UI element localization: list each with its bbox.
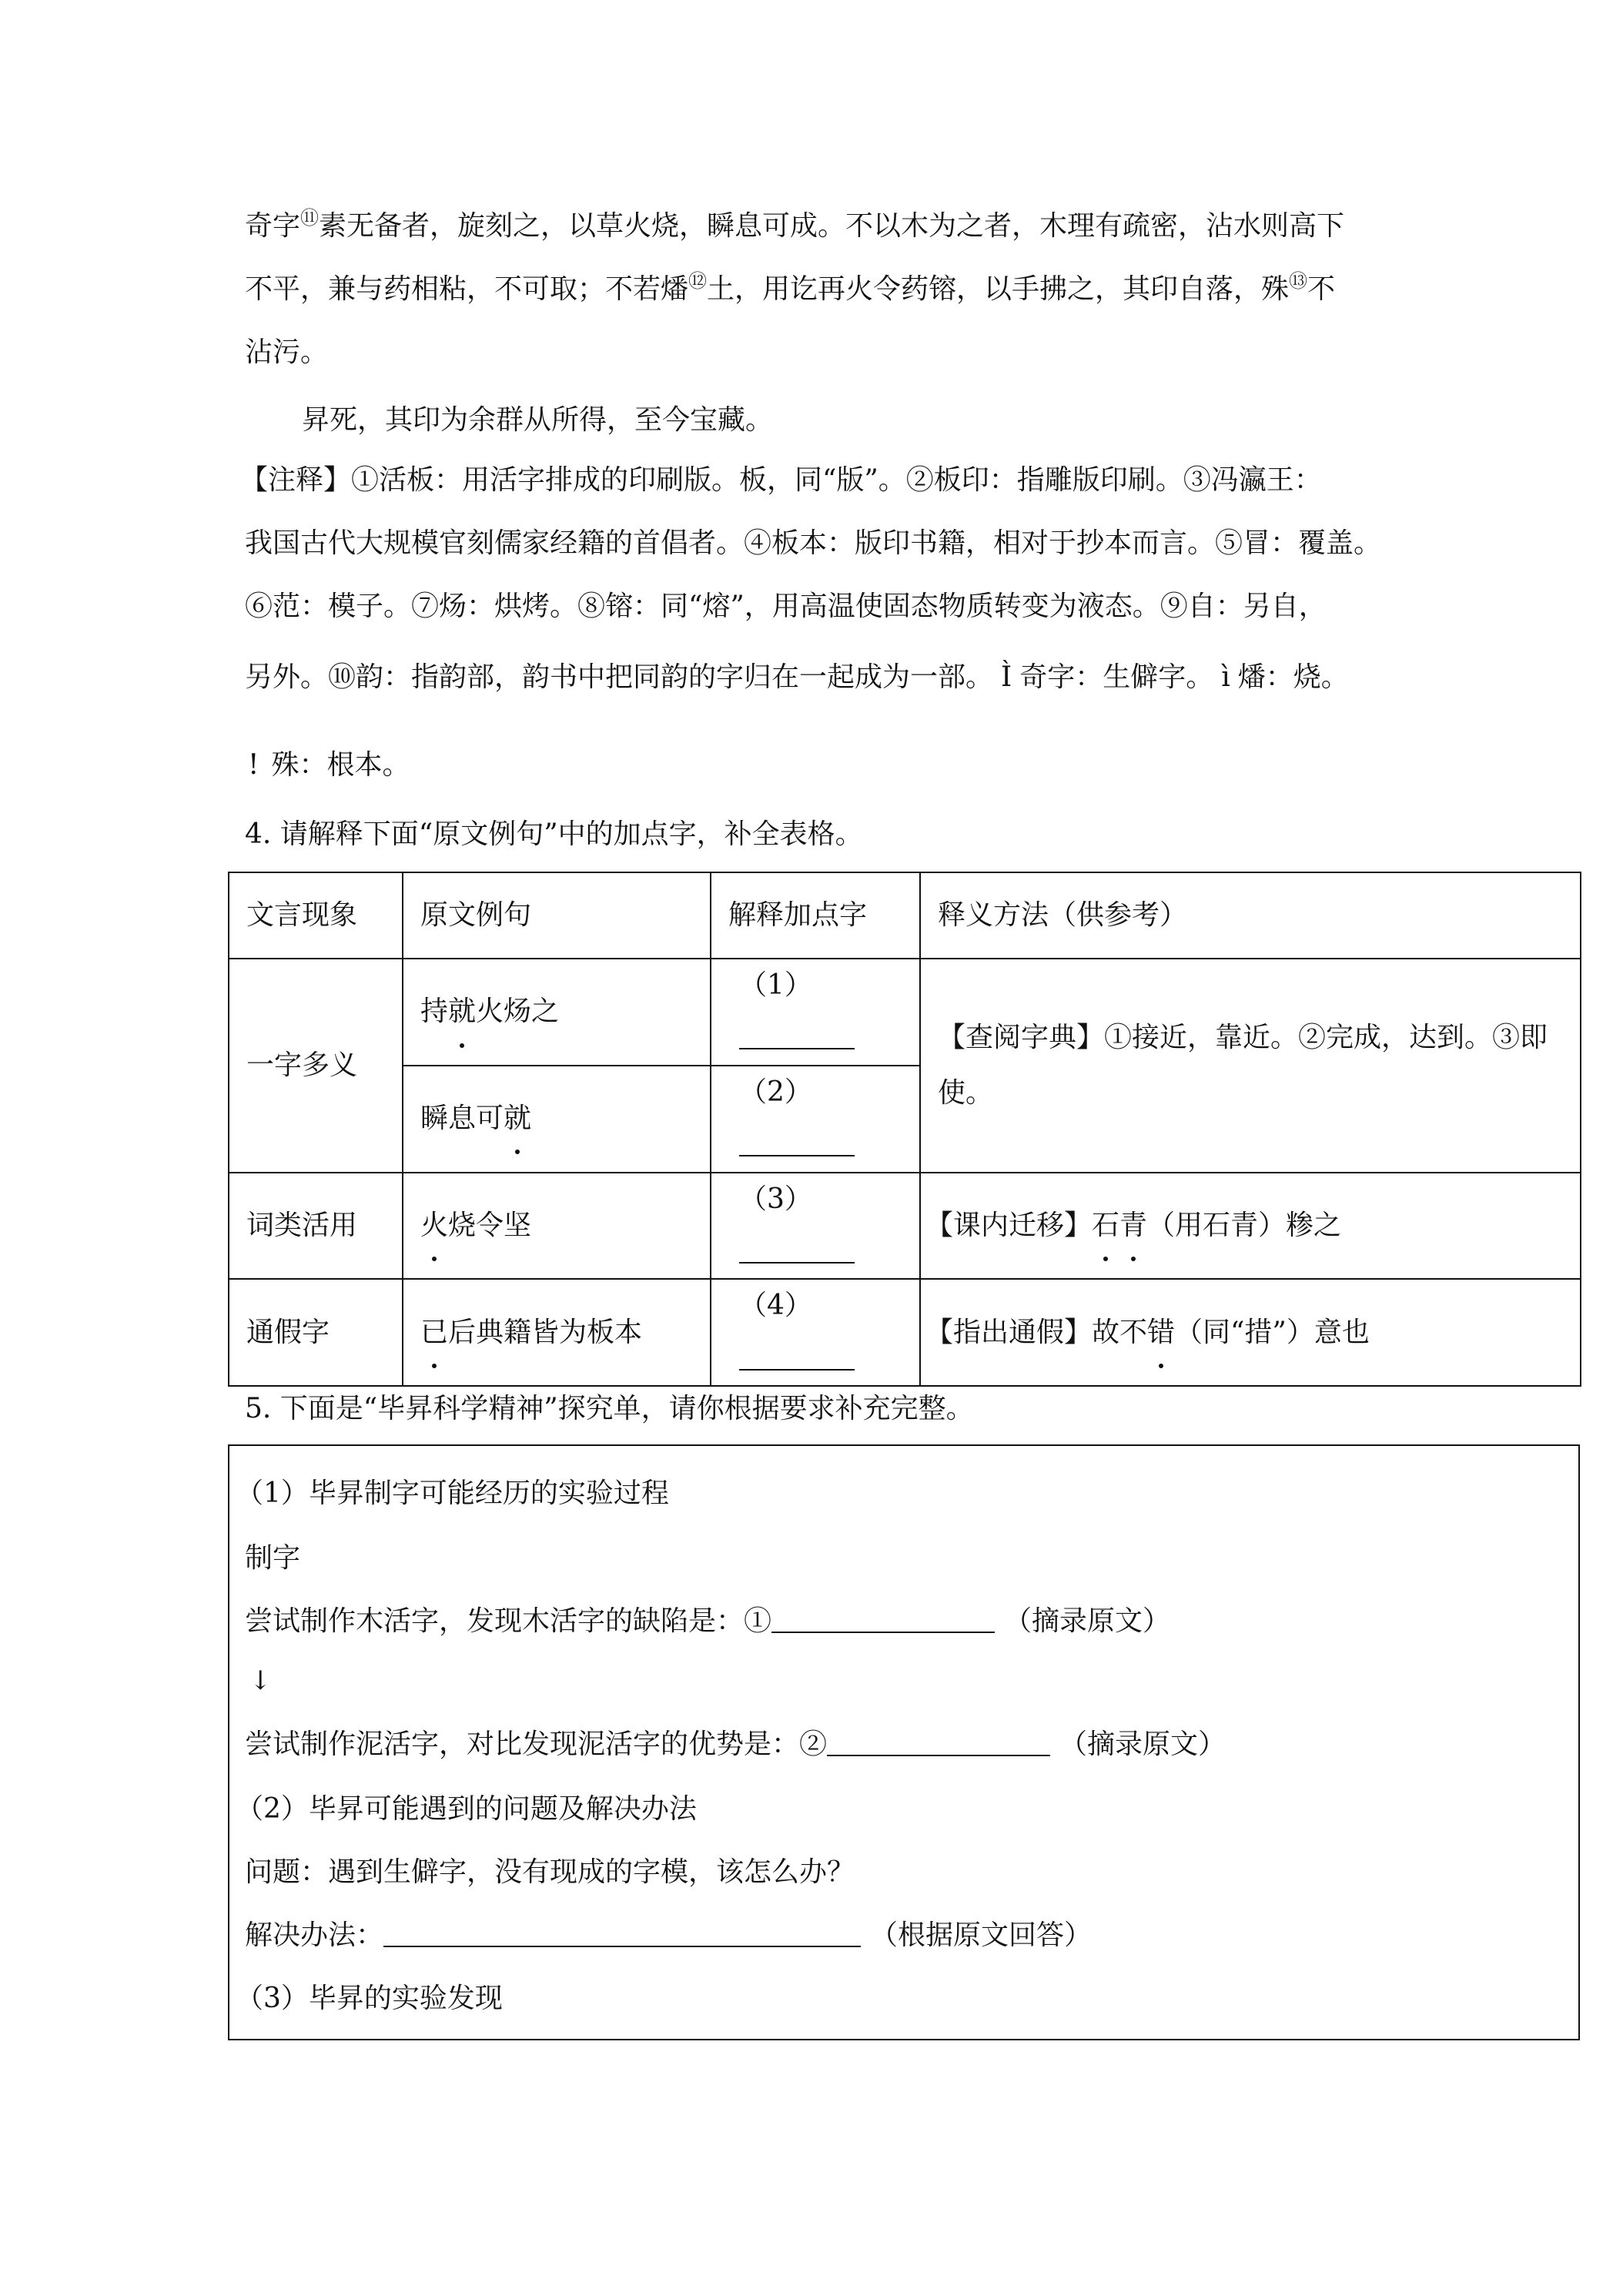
arrow-down-icon: ↓ — [249, 1665, 272, 1696]
answer-blank-3[interactable] — [739, 1239, 855, 1263]
q5-title: 5. 下面是“毕昇科学精神”探究单，请你根据要求补充完整。 — [245, 1393, 974, 1424]
q5-box — [228, 1444, 1580, 2040]
row1-example: 持就火炀之 — [403, 959, 711, 1066]
passage-line-1: 奇字⑪素无备者，旋刻之，以草火烧，瞬息可成。不以木为之者，木理有疏密，沾水则高下 — [245, 207, 1345, 242]
q5-zhizi: 制字 — [245, 1542, 301, 1574]
answer-blank-2[interactable] — [739, 1132, 855, 1156]
row3-method: 【课内迁移】石青（用石青）糁之 — [920, 1173, 1581, 1280]
passage-line-3: 沾污。 — [245, 336, 329, 368]
notes-line-4: 另外。⑩韵：指韵部，韵书中把同韵的字归在一起成为一部。 Ì 奇字：生僻字。 ì 燔：烧。 — [245, 661, 1349, 693]
q5-part1: （1）毕昇制字可能经历的实验过程 — [236, 1478, 669, 1509]
notes-line-2: 我国古代大规模官刻儒家经籍的首倡者。④板本：版印书籍，相对于抄本而言。⑤冒：覆盖。 — [245, 527, 1382, 559]
q5-problem: 问题：遇到生僻字，没有现成的字模，该怎么办？ — [245, 1856, 855, 1888]
q5-solution: 解决办法： （根据原文回答） — [245, 1919, 1093, 1951]
answer-blank-5-3[interactable] — [383, 1923, 861, 1947]
q5-wood: 尝试制作木活字，发现木活字的缺陷是：① （摘录原文） — [245, 1605, 1171, 1637]
row2-answer[interactable]: （2） — [711, 1066, 920, 1173]
row3-answer[interactable]: （3） — [711, 1173, 920, 1280]
q4-table — [228, 872, 1581, 1387]
row1-method: 【查阅字典】①接近，靠近。②完成，达到。③即使。 — [920, 959, 1581, 1173]
row4-example: 已后典籍皆为板本 — [403, 1279, 711, 1386]
answer-blank-1[interactable] — [739, 1025, 855, 1049]
header-explain: 解释加点字 — [711, 872, 920, 959]
answer-blank-5-1[interactable] — [771, 1608, 995, 1633]
row4-method: 【指出通假】故不错（同“措”）意也 — [920, 1279, 1581, 1386]
row2-example: 瞬息可就 — [403, 1066, 711, 1173]
table-row — [229, 959, 1581, 1066]
q5-part2: （2）毕昇可能遇到的问题及解决办法 — [236, 1793, 697, 1825]
table-row — [229, 1173, 1581, 1280]
answer-blank-5-2[interactable] — [827, 1732, 1050, 1756]
table-row — [229, 1279, 1581, 1386]
q5-part3: （3）毕昇的实验发现 — [236, 1983, 503, 2014]
row4-type: 通假字 — [229, 1279, 403, 1386]
notes-line-5: ! 殊：根本。 — [248, 749, 410, 781]
header-example: 原文例句 — [403, 872, 711, 959]
row1-answer[interactable]: （1） — [711, 959, 920, 1066]
passage-line-4: 昇死，其印为余群从所得，至今宝藏。 — [302, 404, 774, 436]
row3-type: 词类活用 — [229, 1173, 403, 1280]
table-header-row — [229, 872, 1581, 959]
q5-clay: 尝试制作泥活字，对比发现泥活字的优势是：② （摘录原文） — [245, 1729, 1226, 1760]
q4-title: 4. 请解释下面“原文例句”中的加点字，补全表格。 — [245, 818, 863, 850]
notes-line-3: ⑥范：模子。⑦炀：烘烤。⑧镕：同“熔”，用高温使固态物质转变为液态。⑨自：另自， — [245, 591, 1327, 622]
row1-type: 一字多义 — [229, 959, 403, 1173]
header-method: 释义方法（供参考） — [920, 872, 1581, 959]
header-phenomenon: 文言现象 — [229, 872, 403, 959]
passage-line-2: 不平，兼与药相粘，不可取；不若燔⑫土，用讫再火令药镕，以手拂之，其印自落，殊⑬不 — [245, 270, 1336, 305]
answer-blank-4[interactable] — [739, 1346, 855, 1371]
row3-example: 火烧令坚 — [403, 1173, 711, 1280]
notes-line-1: 【注释】①活板：用活字排成的印刷版。板，同“版”。②板印：指雕版印刷。③冯瀛王： — [240, 464, 1322, 496]
row4-answer[interactable]: （4） — [711, 1279, 920, 1386]
